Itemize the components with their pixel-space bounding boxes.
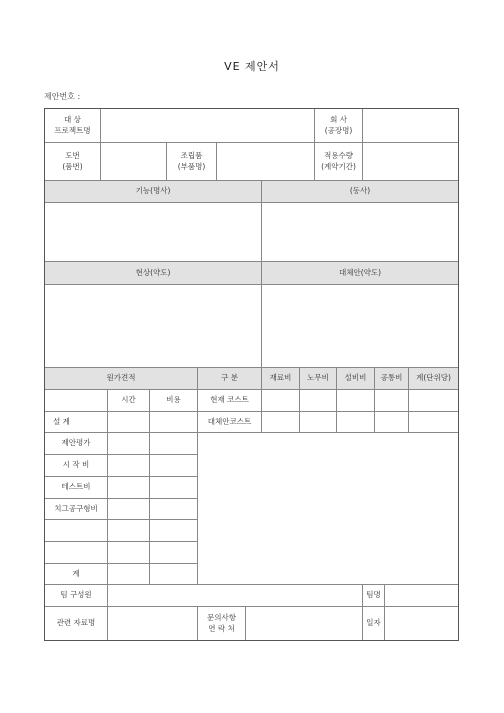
blank-row-1-time[interactable] — [108, 520, 150, 542]
document-title: VE 제안서 — [224, 60, 280, 73]
sum-label: 계 — [45, 564, 108, 585]
cost-estimate-header: 원가견적 — [45, 368, 198, 390]
inquiry-contact-field[interactable] — [246, 607, 363, 640]
material-cost-header: 재료비 — [262, 368, 300, 390]
alt-labor-cell[interactable] — [300, 412, 337, 433]
verb-area[interactable] — [262, 203, 458, 262]
current-state-header: 현상(약도) — [45, 262, 262, 285]
function-header: 기능(명사) — [45, 181, 262, 203]
blank-row-1-expense[interactable] — [150, 520, 198, 542]
applied-quantity-field[interactable] — [363, 143, 458, 181]
function-area[interactable] — [45, 203, 262, 262]
design-label: 설 계 — [45, 412, 108, 433]
jig-tool-cost-label: 치그공구형비 — [45, 499, 108, 520]
test-expense-cell[interactable] — [150, 477, 198, 499]
test-cost-label: 테스트비 — [45, 477, 108, 499]
blank-row-2-label[interactable] — [45, 542, 108, 564]
ve-proposal-form — [44, 108, 459, 641]
related-docs-field[interactable] — [108, 607, 198, 640]
trial-time-cell[interactable] — [108, 455, 150, 477]
current-equipment-cell[interactable] — [337, 390, 375, 412]
blank-row-2-time[interactable] — [108, 542, 150, 564]
trial-cost-label: 시 작 비 — [45, 455, 108, 477]
cost-notes-area[interactable] — [198, 433, 458, 585]
evaluation-label: 제안평가 — [45, 433, 108, 455]
design-expense-cell[interactable] — [150, 412, 198, 433]
test-time-cell[interactable] — [108, 477, 150, 499]
trial-expense-cell[interactable] — [150, 455, 198, 477]
sum-expense-cell[interactable] — [150, 564, 198, 585]
total-unit-header: 계(단위당) — [409, 368, 458, 390]
proposal-number-label: 제안번호 : — [44, 92, 81, 101]
blank-row-2-expense[interactable] — [150, 542, 198, 564]
alt-total-cell[interactable] — [409, 412, 458, 433]
time-header: 시간 — [108, 390, 150, 412]
design-time-cell[interactable] — [108, 412, 150, 433]
alt-equipment-cell[interactable] — [337, 412, 375, 433]
blank-row-1-label[interactable] — [45, 520, 108, 542]
alternative-header: 대체안(약도) — [262, 262, 458, 285]
jig-time-cell[interactable] — [108, 499, 150, 520]
company-field[interactable] — [363, 109, 458, 143]
evaluation-time-cell[interactable] — [108, 433, 150, 455]
inquiry-contact-label: 문의사항 연 락 처 — [198, 607, 246, 640]
current-labor-cell[interactable] — [300, 390, 337, 412]
applied-quantity-label: 적용수량 (계약기간) — [315, 143, 363, 181]
team-name-label: 팀명 — [363, 585, 385, 607]
related-docs-label: 관련 자료명 — [45, 607, 108, 640]
current-state-area[interactable] — [45, 285, 262, 368]
team-members-field[interactable] — [108, 585, 363, 607]
category-header: 구 분 — [198, 368, 262, 390]
project-name-field[interactable] — [101, 109, 315, 143]
sum-time-cell[interactable] — [108, 564, 150, 585]
verb-header: (동사) — [262, 181, 458, 203]
drawing-number-field[interactable] — [101, 143, 167, 181]
assembly-label: 조립품 (부품명) — [167, 143, 217, 181]
team-name-field[interactable] — [385, 585, 458, 607]
alt-cost-label: 대체안코스트 — [198, 412, 262, 433]
team-members-label: 팀 구성원 — [45, 585, 108, 607]
current-total-cell[interactable] — [409, 390, 458, 412]
current-cost-label: 현재 코스트 — [198, 390, 262, 412]
jig-expense-cell[interactable] — [150, 499, 198, 520]
equipment-cost-header: 설비비 — [337, 368, 375, 390]
labor-cost-header: 노무비 — [300, 368, 337, 390]
process-cost-header: 공통비 — [375, 368, 409, 390]
alternative-area[interactable] — [262, 285, 458, 368]
drawing-number-label: 도번 (품번) — [45, 143, 101, 181]
evaluation-expense-cell[interactable] — [150, 433, 198, 455]
alt-material-cell[interactable] — [262, 412, 300, 433]
assembly-field[interactable] — [217, 143, 315, 181]
company-label: 회 사 (공장명) — [315, 109, 363, 143]
alt-process-cell[interactable] — [375, 412, 409, 433]
expense-header: 비용 — [150, 390, 198, 412]
date-field[interactable] — [385, 607, 458, 640]
current-material-cell[interactable] — [262, 390, 300, 412]
project-name-label: 대 상 프로젝트명 — [45, 109, 101, 143]
current-process-cell[interactable] — [375, 390, 409, 412]
date-label: 일자 — [363, 607, 385, 640]
blank-cell — [45, 390, 108, 412]
